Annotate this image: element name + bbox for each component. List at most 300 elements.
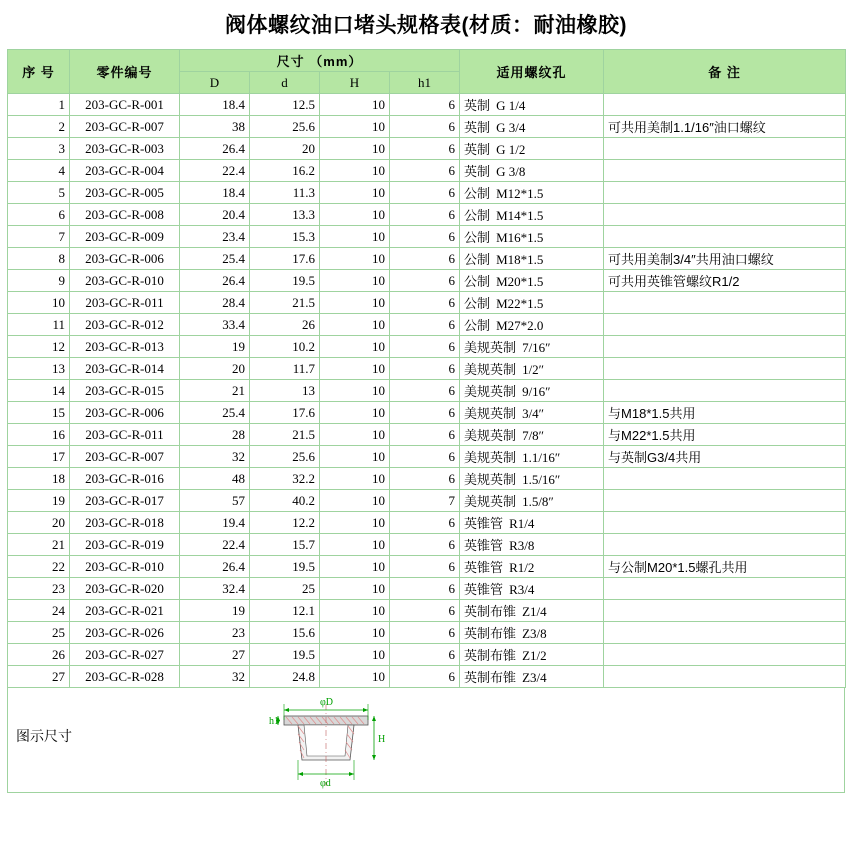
cell-partno: 203-GC-R-009 [70, 226, 180, 248]
cell-remark [604, 292, 846, 314]
cell-D: 27 [180, 644, 250, 666]
cell-h1: 6 [390, 534, 460, 556]
thread-type: 美规英制 [464, 340, 517, 355]
cell-d: 21.5 [250, 292, 320, 314]
cell-seq: 14 [8, 380, 70, 402]
cell-partno: 203-GC-R-011 [70, 292, 180, 314]
cell-remark [604, 534, 846, 556]
cell-D: 26.4 [180, 556, 250, 578]
dim-label-H: H [378, 734, 386, 745]
thread-spec: R1/4 [509, 516, 535, 531]
table-row [8, 666, 846, 688]
cell-seq: 20 [8, 512, 70, 534]
cell-H: 10 [320, 468, 390, 490]
cell-D: 28 [180, 424, 250, 446]
cell-d: 32.2 [250, 468, 320, 490]
cell-d: 11.3 [250, 182, 320, 204]
cell-partno: 203-GC-R-027 [70, 644, 180, 666]
table-header [8, 50, 846, 94]
page-title: 阀体螺纹油口堵头规格表(材质：耐油橡胶) [225, 14, 627, 37]
cell-D: 38 [180, 116, 250, 138]
cell-partno: 203-GC-R-015 [70, 380, 180, 402]
cell-seq: 11 [8, 314, 70, 336]
cell-d: 24.8 [250, 666, 320, 688]
thread-spec: Z1/4 [522, 604, 547, 619]
cell-seq: 7 [8, 226, 70, 248]
cell-thread [460, 622, 604, 644]
cell-seq: 15 [8, 402, 70, 424]
cell-D: 21 [180, 380, 250, 402]
cell-seq: 27 [8, 666, 70, 688]
cell-seq: 8 [8, 248, 70, 270]
cell-thread [460, 468, 604, 490]
cell-H: 10 [320, 336, 390, 358]
cell-h1: 6 [390, 666, 460, 688]
cell-d: 11.7 [250, 358, 320, 380]
thread-type: 英锥管 [464, 516, 504, 531]
plug-dimension-figure [236, 690, 416, 790]
cell-D: 23.4 [180, 226, 250, 248]
thread-spec: 1.1/16″ [522, 450, 561, 465]
cell-h1: 6 [390, 226, 460, 248]
cell-seq: 13 [8, 358, 70, 380]
cell-h1: 6 [390, 292, 460, 314]
cell-remark [604, 578, 846, 600]
cell-thread [460, 204, 604, 226]
thread-spec: M20*1.5 [496, 274, 544, 289]
legend-label: 图示尺寸 [16, 728, 72, 744]
thread-spec: 7/16″ [522, 340, 551, 355]
cell-thread [460, 380, 604, 402]
cell-h1: 6 [390, 644, 460, 666]
table-row [8, 644, 846, 666]
cell-seq: 9 [8, 270, 70, 292]
cell-D: 33.4 [180, 314, 250, 336]
thread-type: 英制 [464, 98, 491, 113]
cell-d: 17.6 [250, 248, 320, 270]
cell-seq: 19 [8, 490, 70, 512]
cell-remark [604, 204, 846, 226]
cell-seq: 1 [8, 94, 70, 116]
cell-thread [460, 248, 604, 270]
cell-h1: 6 [390, 116, 460, 138]
thread-type: 英制布锥 [464, 604, 517, 619]
cell-remark [604, 138, 846, 160]
thread-spec: Z3/4 [522, 670, 547, 685]
cell-thread [460, 556, 604, 578]
cell-d: 25 [250, 578, 320, 600]
thread-type: 英制布锥 [464, 670, 517, 685]
cell-H: 10 [320, 94, 390, 116]
cell-H: 10 [320, 358, 390, 380]
thread-spec: M14*1.5 [496, 208, 544, 223]
cell-h1: 6 [390, 600, 460, 622]
cell-d: 12.1 [250, 600, 320, 622]
cell-thread [460, 182, 604, 204]
cell-h1: 6 [390, 512, 460, 534]
thread-type: 英锥管 [464, 560, 504, 575]
cell-h1: 6 [390, 204, 460, 226]
cell-d: 13 [250, 380, 320, 402]
cell-h1: 6 [390, 358, 460, 380]
cell-partno: 203-GC-R-003 [70, 138, 180, 160]
cell-H: 10 [320, 512, 390, 534]
cell-partno: 203-GC-R-017 [70, 490, 180, 512]
table-row [8, 270, 846, 292]
thread-spec: G 1/4 [496, 98, 526, 113]
table-row [8, 160, 846, 182]
cell-D: 32 [180, 446, 250, 468]
cell-d: 12.2 [250, 512, 320, 534]
cell-remark [604, 314, 846, 336]
table-row [8, 314, 846, 336]
thread-type: 公制 [464, 252, 491, 267]
table-row [8, 534, 846, 556]
cell-seq: 21 [8, 534, 70, 556]
thread-type: 英制 [464, 142, 491, 157]
thread-spec: 7/8″ [522, 428, 545, 443]
table-row [8, 578, 846, 600]
cell-seq: 17 [8, 446, 70, 468]
cell-partno: 203-GC-R-028 [70, 666, 180, 688]
table-row [8, 622, 846, 644]
cell-seq: 6 [8, 204, 70, 226]
cell-D: 19.4 [180, 512, 250, 534]
cell-d: 17.6 [250, 402, 320, 424]
cell-H: 10 [320, 248, 390, 270]
col-header-D: D [180, 72, 250, 94]
cell-remark [604, 160, 846, 182]
cell-H: 10 [320, 490, 390, 512]
cell-seq: 2 [8, 116, 70, 138]
cell-seq: 10 [8, 292, 70, 314]
thread-type: 美规英制 [464, 384, 517, 399]
cell-seq: 3 [8, 138, 70, 160]
cell-D: 32 [180, 666, 250, 688]
thread-type: 美规英制 [464, 494, 517, 509]
cell-d: 15.3 [250, 226, 320, 248]
cell-seq: 5 [8, 182, 70, 204]
cell-partno: 203-GC-R-008 [70, 204, 180, 226]
table-row [8, 336, 846, 358]
cell-seq: 26 [8, 644, 70, 666]
cell-partno: 203-GC-R-020 [70, 578, 180, 600]
cell-partno: 203-GC-R-007 [70, 446, 180, 468]
cell-partno: 203-GC-R-001 [70, 94, 180, 116]
table-row [8, 468, 846, 490]
cell-thread [460, 358, 604, 380]
cell-h1: 6 [390, 182, 460, 204]
cell-h1: 6 [390, 380, 460, 402]
col-header-partno: 零件编号 [70, 50, 180, 94]
cell-partno: 203-GC-R-021 [70, 600, 180, 622]
cell-d: 26 [250, 314, 320, 336]
cell-partno: 203-GC-R-026 [70, 622, 180, 644]
cell-thread [460, 402, 604, 424]
cell-d: 15.7 [250, 534, 320, 556]
cell-d: 12.5 [250, 94, 320, 116]
cell-D: 20 [180, 358, 250, 380]
table-row [8, 512, 846, 534]
thread-spec: 1.5/8″ [522, 494, 554, 509]
cell-H: 10 [320, 138, 390, 160]
thread-type: 美规英制 [464, 428, 517, 443]
thread-spec: 1/2″ [522, 362, 545, 377]
cell-partno: 203-GC-R-010 [70, 270, 180, 292]
cell-seq: 4 [8, 160, 70, 182]
thread-type: 英制布锥 [464, 648, 517, 663]
cell-thread [460, 116, 604, 138]
table-row [8, 138, 846, 160]
cell-d: 19.5 [250, 556, 320, 578]
cell-d: 25.6 [250, 116, 320, 138]
legend-row [7, 688, 845, 793]
thread-spec: M12*1.5 [496, 186, 544, 201]
cell-partno: 203-GC-R-006 [70, 248, 180, 270]
cell-thread [460, 600, 604, 622]
cell-h1: 6 [390, 446, 460, 468]
cell-h1: 6 [390, 336, 460, 358]
table-body [8, 94, 846, 688]
cell-thread [460, 512, 604, 534]
cell-seq: 25 [8, 622, 70, 644]
cell-remark [604, 358, 846, 380]
cell-D: 18.4 [180, 94, 250, 116]
thread-type: 英制布锥 [464, 626, 517, 641]
cell-D: 26.4 [180, 270, 250, 292]
cell-partno: 203-GC-R-004 [70, 160, 180, 182]
thread-type: 英制 [464, 164, 491, 179]
cell-seq: 22 [8, 556, 70, 578]
cell-thread [460, 424, 604, 446]
cell-thread [460, 644, 604, 666]
cell-seq: 18 [8, 468, 70, 490]
cell-thread [460, 578, 604, 600]
cell-D: 26.4 [180, 138, 250, 160]
cell-H: 10 [320, 534, 390, 556]
cell-remark [604, 490, 846, 512]
cell-H: 10 [320, 292, 390, 314]
cell-thread [460, 446, 604, 468]
dim-label-h1: h1 [269, 716, 279, 727]
cell-h1: 6 [390, 424, 460, 446]
table-row [8, 358, 846, 380]
cell-thread [460, 226, 604, 248]
cell-D: 48 [180, 468, 250, 490]
cell-thread [460, 336, 604, 358]
thread-spec: M16*1.5 [496, 230, 544, 245]
cell-H: 10 [320, 182, 390, 204]
cell-h1: 6 [390, 270, 460, 292]
cell-H: 10 [320, 578, 390, 600]
cell-h1: 6 [390, 468, 460, 490]
table-row [8, 182, 846, 204]
cell-partno: 203-GC-R-011 [70, 424, 180, 446]
thread-type: 英锥管 [464, 538, 504, 553]
cell-remark [604, 512, 846, 534]
table-row [8, 380, 846, 402]
cell-thread [460, 490, 604, 512]
cell-thread [460, 160, 604, 182]
cell-D: 25.4 [180, 248, 250, 270]
table-row [8, 424, 846, 446]
cell-remark [604, 600, 846, 622]
cell-remark [604, 644, 846, 666]
cell-H: 10 [320, 380, 390, 402]
cell-remark [604, 468, 846, 490]
thread-type: 公制 [464, 230, 491, 245]
cell-H: 10 [320, 556, 390, 578]
cell-d: 16.2 [250, 160, 320, 182]
cell-D: 32.4 [180, 578, 250, 600]
thread-spec: R3/4 [509, 582, 535, 597]
cell-partno: 203-GC-R-012 [70, 314, 180, 336]
cell-thread [460, 314, 604, 336]
thread-type: 美规英制 [464, 406, 517, 421]
cell-thread [460, 138, 604, 160]
cell-thread [460, 292, 604, 314]
cell-H: 10 [320, 402, 390, 424]
cell-D: 25.4 [180, 402, 250, 424]
cell-d: 13.3 [250, 204, 320, 226]
cell-remark [604, 666, 846, 688]
cell-d: 15.6 [250, 622, 320, 644]
cell-thread [460, 666, 604, 688]
thread-spec: G 1/2 [496, 142, 526, 157]
cell-remark: 与公制M20*1.5螺孔共用 [604, 556, 846, 578]
cell-H: 10 [320, 226, 390, 248]
thread-type: 公制 [464, 208, 491, 223]
table-row [8, 402, 846, 424]
thread-spec: M22*1.5 [496, 296, 544, 311]
cell-H: 10 [320, 270, 390, 292]
col-header-d: d [250, 72, 320, 94]
cell-D: 23 [180, 622, 250, 644]
cell-remark: 与英制G3/4共用 [604, 446, 846, 468]
table-row [8, 600, 846, 622]
thread-spec: G 3/8 [496, 164, 526, 179]
cell-partno: 203-GC-R-014 [70, 358, 180, 380]
cell-H: 10 [320, 424, 390, 446]
thread-type: 英制 [464, 120, 491, 135]
cell-D: 57 [180, 490, 250, 512]
cell-D: 22.4 [180, 160, 250, 182]
thread-spec: M27*2.0 [496, 318, 544, 333]
col-header-thread: 适用螺纹孔 [460, 50, 604, 94]
cell-remark: 可共用英锥管螺纹R1/2 [604, 270, 846, 292]
col-header-remark: 备 注 [604, 50, 846, 94]
table-row [8, 248, 846, 270]
thread-spec: R3/8 [509, 538, 535, 553]
cell-H: 10 [320, 600, 390, 622]
cell-D: 19 [180, 336, 250, 358]
thread-type: 美规英制 [464, 472, 517, 487]
cell-partno: 203-GC-R-013 [70, 336, 180, 358]
cell-partno: 203-GC-R-016 [70, 468, 180, 490]
col-header-seq: 序 号 [8, 50, 70, 94]
cell-partno: 203-GC-R-019 [70, 534, 180, 556]
cell-thread [460, 270, 604, 292]
thread-spec: G 3/4 [496, 120, 526, 135]
cell-seq: 16 [8, 424, 70, 446]
cell-H: 10 [320, 644, 390, 666]
thread-spec: Z3/8 [522, 626, 547, 641]
cell-thread [460, 94, 604, 116]
table-row [8, 226, 846, 248]
cell-remark [604, 336, 846, 358]
thread-type: 公制 [464, 274, 491, 289]
cell-partno: 203-GC-R-007 [70, 116, 180, 138]
cell-remark: 可共用美制1.1/16″油口螺纹 [604, 116, 846, 138]
dim-label-D: φD [320, 697, 333, 708]
thread-type: 公制 [464, 186, 491, 201]
cell-remark [604, 226, 846, 248]
cell-H: 10 [320, 622, 390, 644]
cell-h1: 7 [390, 490, 460, 512]
cell-h1: 6 [390, 248, 460, 270]
cell-H: 10 [320, 666, 390, 688]
thread-spec: 9/16″ [522, 384, 551, 399]
cell-thread [460, 534, 604, 556]
thread-spec: R1/2 [509, 560, 535, 575]
cell-H: 10 [320, 314, 390, 336]
table-row [8, 116, 846, 138]
thread-spec: 3/4″ [522, 406, 545, 421]
cell-D: 18.4 [180, 182, 250, 204]
cell-seq: 12 [8, 336, 70, 358]
cell-d: 40.2 [250, 490, 320, 512]
table-row [8, 94, 846, 116]
cell-h1: 6 [390, 314, 460, 336]
cell-seq: 24 [8, 600, 70, 622]
cell-h1: 6 [390, 622, 460, 644]
thread-type: 英锥管 [464, 582, 504, 597]
cell-remark: 与M22*1.5共用 [604, 424, 846, 446]
cell-partno: 203-GC-R-018 [70, 512, 180, 534]
cell-h1: 6 [390, 160, 460, 182]
col-header-size-group: 尺寸 （mm） [180, 50, 460, 72]
cell-H: 10 [320, 446, 390, 468]
thread-type: 公制 [464, 318, 491, 333]
thread-spec: 1.5/16″ [522, 472, 561, 487]
cell-remark [604, 380, 846, 402]
col-header-h1: h1 [390, 72, 460, 94]
table-row [8, 204, 846, 226]
cell-remark [604, 182, 846, 204]
cell-h1: 6 [390, 402, 460, 424]
cell-D: 20.4 [180, 204, 250, 226]
cell-h1: 6 [390, 578, 460, 600]
cell-h1: 6 [390, 94, 460, 116]
col-header-H: H [320, 72, 390, 94]
cell-remark [604, 94, 846, 116]
cell-d: 21.5 [250, 424, 320, 446]
thread-spec: M18*1.5 [496, 252, 544, 267]
cell-H: 10 [320, 160, 390, 182]
thread-type: 美规英制 [464, 450, 517, 465]
cell-remark: 与M18*1.5共用 [604, 402, 846, 424]
cell-partno: 203-GC-R-010 [70, 556, 180, 578]
thread-type: 美规英制 [464, 362, 517, 377]
dim-label-d: φd [320, 778, 331, 789]
cell-d: 19.5 [250, 270, 320, 292]
thread-type: 公制 [464, 296, 491, 311]
cell-H: 10 [320, 204, 390, 226]
cell-partno: 203-GC-R-006 [70, 402, 180, 424]
cell-D: 19 [180, 600, 250, 622]
thread-spec: Z1/2 [522, 648, 547, 663]
table-row [8, 490, 846, 512]
